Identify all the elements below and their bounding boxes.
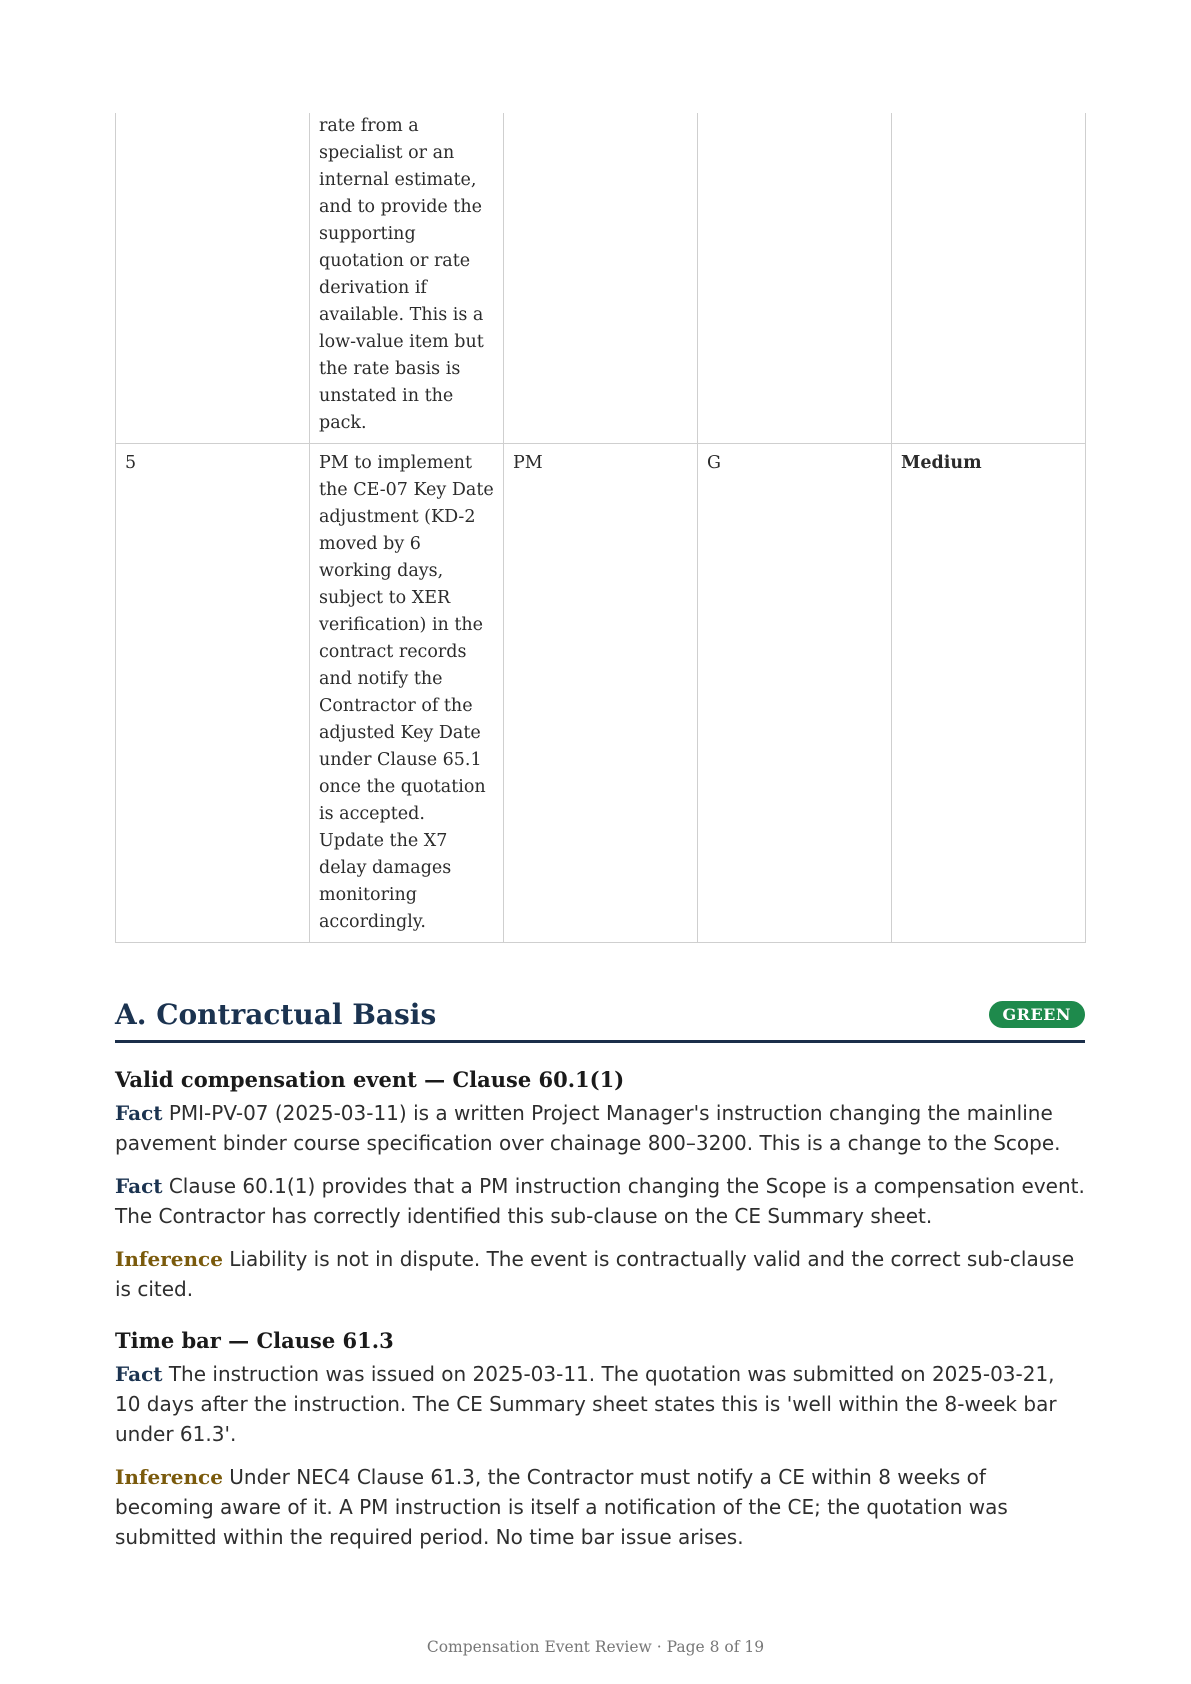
subsection-heading: Valid compensation event — Clause 60.1(1) xyxy=(115,1067,625,1092)
inference-label: Inference xyxy=(115,1465,223,1489)
finding-paragraph xyxy=(115,1098,1085,1158)
priority-cell xyxy=(892,113,1086,444)
action-cell: PM to implement the CE-07 Key Date adjustment (KD-2 moved by 6 working days, subject to XER verification) in the contract records and notify the Contractor of the adjusted Key Date under Clause 65.1 once the quotation is accepted. Update the X7 delay damages monitoring accordingly. xyxy=(310,444,504,943)
finding-text: The instruction was issued on 2025-03-11. The quotation was submitted on 2025-03-21, 10 days after the instruction. The CE Summary sheet states this is 'well within the 8-week bar under 61.3'. xyxy=(115,1362,1057,1446)
finding-paragraph xyxy=(115,1171,1085,1231)
finding-text: Liability is not in dispute. The event is contractually valid and the correct sub-clause is cited. xyxy=(115,1247,1075,1301)
fact-label: Fact xyxy=(115,1362,163,1386)
finding-text: Under NEC4 Clause 61.3, the Contractor must notify a CE within 8 weeks of becoming aware of it. A PM instruction is itself a notification of the CE; the quotation was submitted within the required period. No time bar issue arises. xyxy=(115,1465,1008,1549)
subsection-valid-ce xyxy=(115,1067,1085,1304)
section-title: A. Contractual Basis xyxy=(115,997,437,1031)
owner-cell: PM xyxy=(504,444,698,943)
finding-paragraph xyxy=(115,1244,1085,1304)
table-row xyxy=(116,113,1086,444)
finding-paragraph xyxy=(115,1462,1085,1552)
priority-cell: Medium xyxy=(892,444,1086,943)
fact-label: Fact xyxy=(115,1101,163,1125)
owner-cell xyxy=(504,113,698,444)
rag-cell xyxy=(698,113,892,444)
table-row xyxy=(116,444,1086,943)
row-number-cell xyxy=(116,113,310,444)
fact-label: Fact xyxy=(115,1174,163,1198)
action-cell: rate from a specialist or an internal estimate, and to provide the supporting quotation or rate derivation if available. This is a low-value item but the rate basis is unstated in the pack. xyxy=(310,113,504,444)
finding-paragraph xyxy=(115,1359,1085,1449)
section-header xyxy=(115,996,1085,1043)
subsection-heading: Time bar — Clause 61.3 xyxy=(115,1328,394,1353)
rag-cell: G xyxy=(698,444,892,943)
row-number-cell: 5 xyxy=(116,444,310,943)
finding-text: Clause 60.1(1) provides that a PM instruction changing the Scope is a compensation event. The Contractor has correctly identified this sub-clause on the CE Summary sheet. xyxy=(115,1174,1085,1228)
finding-text: PMI-PV-07 (2025-03-11) is a written Project Manager's instruction changing the mainline pavement binder course specification over chainage 800–3200. This is a change to the Scope. xyxy=(115,1101,1061,1155)
contractual-basis-section xyxy=(115,996,1085,1565)
page-footer: Compensation Event Review · Page 8 of 19 xyxy=(426,1638,765,1656)
actions-table xyxy=(115,113,1086,943)
subsection-time-bar xyxy=(115,1328,1085,1552)
inference-label: Inference xyxy=(115,1247,223,1271)
status-badge: GREEN xyxy=(989,1001,1085,1028)
